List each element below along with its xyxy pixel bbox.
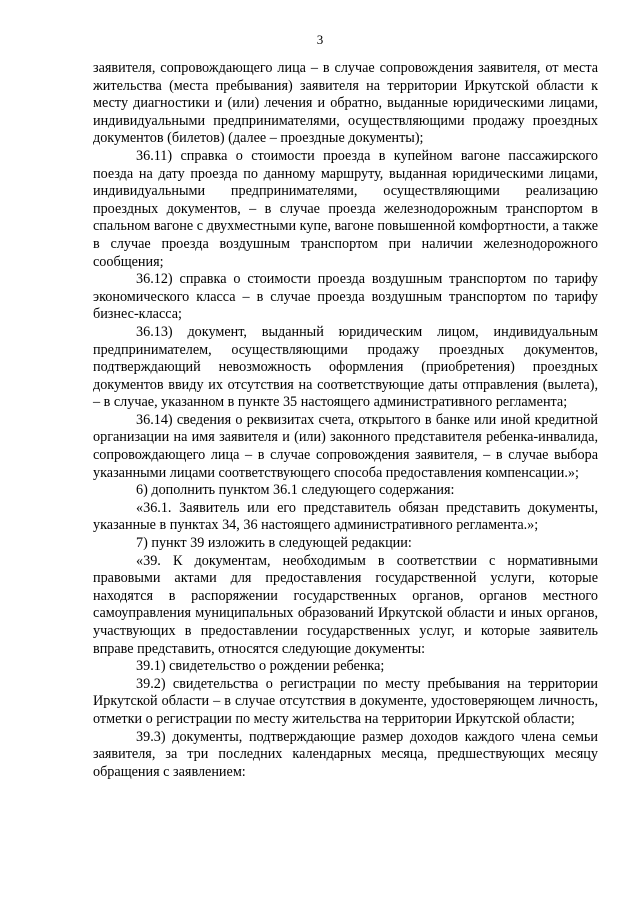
paragraph-item-36-11: 36.11) справка о стоимости проезда в купейном вагоне пассажирского поезда на дату проезда по данному маршруту, выданная юридическими лицами, индивидуальными предпринимателями, осуществляющими реализацию проездных документов, – в случае проезда железнодорожным транспортом в спальном вагоне с двухместными купе, вагоне повышенной комфортности, а также в случае проезда воздушным транспортом при наличии железнодорожного сообщения; xyxy=(93,147,598,270)
paragraph-item-39-3: 39.3) документы, подтверждающие размер доходов каждого члена семьи заявителя, за три последних календарных месяца, предшествующих месяцу обращения с заявлением: xyxy=(93,728,598,780)
paragraph-item-36-1: «36.1. Заявитель или его представитель обязан представить документы, указанные в пунктах 34, 36 настоящего административного регламента.»; xyxy=(93,499,598,534)
document-body xyxy=(93,60,598,781)
paragraph-item-39-2: 39.2) свидетельства о регистрации по месту пребывания на территории Иркутской области – в случае отсутствия в документе, удостоверяющем личность, отметки о регистрации по месту жительства на территории Иркутской области; xyxy=(93,675,598,727)
page-number: 3 xyxy=(316,32,324,47)
paragraph-continuation: заявителя, сопровождающего лица – в случае сопровождения заявителя, от места жительства (места пребывания) заявителя на территории Иркутской области к месту диагностики и (или) лечения и обратно, выданные юридическими лицами, индивидуальными предпринимателями, осуществляющими продажу проездных документов (билетов) (далее – проездные документы); xyxy=(93,60,598,147)
paragraph-amendment-6: 6) дополнить пунктом 36.1 следующего содержания: xyxy=(136,482,455,499)
paragraph-item-36-12: 36.12) справка о стоимости проезда воздушным транспортом по тарифу экономического класса – в случае проезда воздушным транспортом по тарифу бизнес-класса; xyxy=(93,271,598,323)
paragraph-item-39-1: 39.1) свидетельство о рождении ребенка; xyxy=(136,658,385,675)
paragraph-item-36-14: 36.14) сведения о реквизитах счета, открытого в банке или иной кредитной организации на имя заявителя и (или) законного представителя ребенка-инвалида, сопровождающего лица – в случае сопровождения заявителя, – в случае выбора указанными лицами соответствующего способа предоставления компенсации.»; xyxy=(93,411,598,481)
paragraph-item-39: «39. К документам, необходимым в соответствии с нормативными правовыми актами для предоставления государственной услуги, которые находятся в распоряжении государственных органов, органов местного самоуправления муниципальных образований Иркутской области и иных органов, участвующих в предоставлении государственных услуг, и которые заявитель вправе представить, относятся следующие документы: xyxy=(93,552,598,657)
paragraph-amendment-7: 7) пункт 39 изложить в следующей редакции: xyxy=(136,535,412,552)
paragraph-item-36-13: 36.13) документ, выданный юридическим лицом, индивидуальным предпринимателем, осуществляющими продажу проездных документов, подтверждающий невозможность оформления (приобретения) проездных документов ввиду их отсутствия на соответствующие даты отправления (вылета), – в случае, указанном в пункте 35 настоящего административного регламента; xyxy=(93,323,598,411)
